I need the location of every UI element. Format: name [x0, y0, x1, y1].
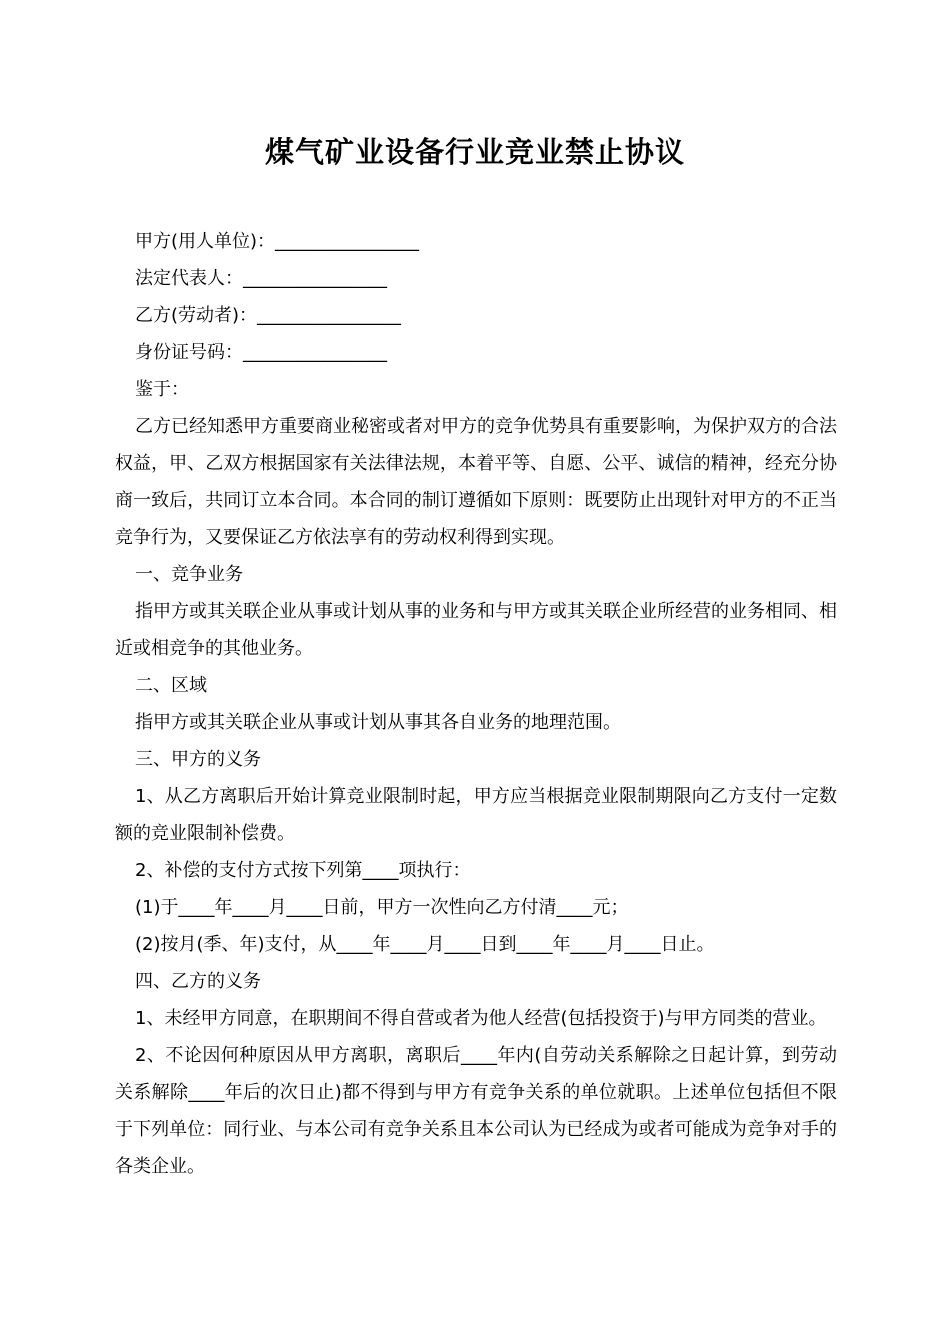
section-1-heading: 一、竞争业务 [135, 564, 243, 585]
section-4-item-1: 1、未经甲方同意，在职期间不得自营或者为他人经营(包括投资于)与甲方同类的营业。 [135, 1008, 827, 1029]
section-3-item-2a: (1)于____年____月____日前，甲方一次性向乙方付清____元； [135, 897, 629, 918]
document-body [115, 223, 837, 1185]
section-3-item-2: 2、补偿的支付方式按下列第____项执行： [135, 860, 471, 881]
section-2-text: 指甲方或其关联企业从事或计划从事其各自业务的地理范围。 [135, 712, 621, 733]
party-a-field: 甲方(用人单位)：________________ [135, 231, 420, 252]
preamble-paragraph: 乙方已经知悉甲方重要商业秘密或者对甲方的竞争优势具有重要影响，为保护双方的合法权益，甲、乙双方根据国家有关法律法规，本着平等、自愿、公平、诚信的精神，经充分协商一致后，共同订立本合同。本合同的制订遵循如下原则：既要防止出现针对甲方的不正当竞争行为，又要保证乙方依法享有的劳动权利得到实现。 [115, 416, 837, 548]
section-3-item-2b: (2)按月(季、年)支付，从____年____月____日到____年____月____日止。 [135, 934, 715, 955]
party-b-field: 乙方(劳动者)：________________ [135, 305, 402, 326]
legal-representative-field: 法定代表人：________________ [135, 268, 387, 289]
section-4-item-2: 2、不论因何种原因从甲方离职，离职后____年内(自劳动关系解除之日起计算，到劳动关系解除____年后的次日止)都不得到与甲方有竞争关系的单位就职。上述单位包括但不限于下列单位：同行业、与本公司有竞争关系且本公司认为已经成为或者可能成为竞争对手的各类企业。 [115, 1045, 837, 1177]
id-number-field: 身份证号码：________________ [135, 342, 387, 363]
whereas-label: 鉴于： [135, 379, 189, 400]
section-2-heading: 二、区域 [135, 675, 207, 696]
section-1-text: 指甲方或其关联企业从事或计划从事的业务和与甲方或其关联企业所经营的业务相同、相近或相竞争的其他业务。 [115, 601, 837, 659]
section-3-item-1: 1、从乙方离职后开始计算竞业限制时起，甲方应当根据竞业限制期限向乙方支付一定数额的竞业限制补偿费。 [115, 786, 837, 844]
section-4-heading: 四、乙方的义务 [135, 971, 261, 992]
section-3-heading: 三、甲方的义务 [135, 749, 261, 770]
document-title: 煤气矿业设备行业竞业禁止协议 [264, 135, 685, 169]
